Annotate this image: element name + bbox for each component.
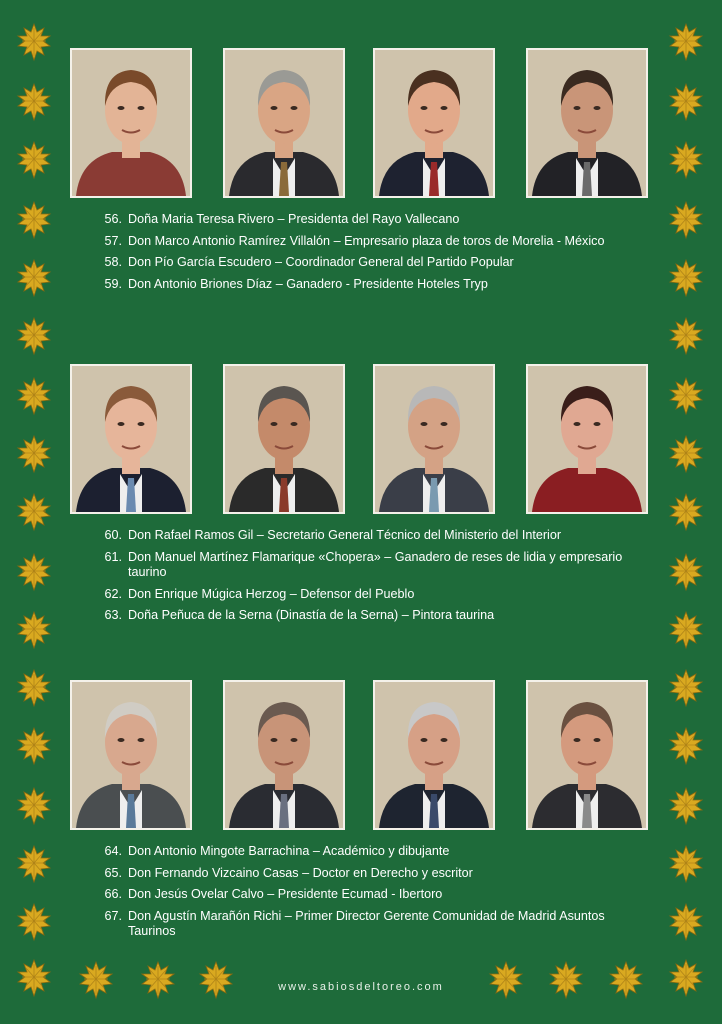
list-item: [70, 550, 650, 581]
item-text: Don Agustín Marañón Richi – Primer Director Gerente Comunidad de Madrid Asuntos Taurinos: [128, 908, 605, 938]
portrait-66-photo: [373, 680, 495, 830]
item-text: Don Marco Antonio Ramírez Villalón – Empresario plaza de toros de Morelia - México: [128, 233, 605, 248]
maple-leaf-icon: [666, 902, 706, 942]
maple-leaf-icon: [486, 960, 526, 1000]
item-number: 66.: [104, 887, 122, 901]
item-number: 67.: [104, 908, 122, 923]
maple-leaf-icon: [666, 316, 706, 356]
item-text: Don Jesús Ovelar Calvo – Presidente Ecumad - Ibertoro: [128, 887, 443, 901]
maple-leaf-icon: [666, 22, 706, 62]
list-item: [70, 866, 650, 882]
maple-leaf-icon: [14, 140, 54, 180]
maple-leaf-icon: [666, 552, 706, 592]
list-item: [70, 587, 650, 603]
list-item: [70, 212, 650, 228]
maple-leaf-icon: [14, 902, 54, 942]
maple-leaf-icon: [14, 492, 54, 532]
portrait-60-photo: [70, 364, 192, 514]
photo-row: [70, 680, 650, 832]
portrait-67-photo: [526, 680, 648, 830]
photo-row: [70, 364, 650, 516]
maple-leaf-icon: [196, 960, 236, 1000]
portrait-61-photo: [223, 364, 345, 514]
photo-row: [70, 48, 650, 200]
list-item: [70, 528, 650, 544]
portrait-57-photo: [223, 48, 345, 198]
maple-leaf-icon: [14, 22, 54, 62]
maple-leaf-icon: [14, 844, 54, 884]
list-item: [70, 909, 650, 940]
item-text: Doña Maria Teresa Rivero – Presidenta del Rayo Vallecano: [128, 212, 460, 226]
maple-leaf-icon: [606, 960, 646, 1000]
item-text: Don Manuel Martínez Flamarique «Chopera» – Ganadero de reses de lidia y empresario taurino: [128, 549, 623, 579]
maple-leaf-icon: [666, 82, 706, 122]
maple-leaf-icon: [666, 786, 706, 826]
item-number: 58.: [104, 255, 122, 269]
portrait-62-photo: [373, 364, 495, 514]
maple-leaf-icon: [546, 960, 586, 1000]
maple-leaf-icon: [14, 786, 54, 826]
maple-leaf-icon: [14, 316, 54, 356]
list-item: [70, 887, 650, 903]
maple-leaf-icon: [666, 200, 706, 240]
maple-leaf-icon: [666, 610, 706, 650]
maple-leaf-icon: [76, 960, 116, 1000]
portrait-63-photo: [526, 364, 648, 514]
portrait-group-1: [70, 48, 650, 298]
portrait-56-photo: [70, 48, 192, 198]
item-text: Doña Peñuca de la Serna (Dinastía de la Serna) – Pintora taurina: [128, 608, 495, 622]
maple-leaf-icon: [666, 844, 706, 884]
maple-leaf-icon: [14, 726, 54, 766]
list-item: [70, 255, 650, 271]
maple-leaf-icon: [666, 492, 706, 532]
item-text: Don Antonio Briones Díaz – Ganadero - Presidente Hoteles Tryp: [128, 276, 488, 291]
portrait-group-2: [70, 364, 650, 630]
list-item: [70, 608, 650, 624]
item-number: 57.: [104, 233, 122, 248]
maple-leaf-icon: [666, 140, 706, 180]
maple-leaf-icon: [14, 610, 54, 650]
maple-leaf-icon: [14, 668, 54, 708]
name-list: [70, 212, 650, 292]
maple-leaf-icon: [666, 376, 706, 416]
maple-leaf-icon: [666, 726, 706, 766]
portrait-group-3: [70, 680, 650, 946]
name-list: [70, 844, 650, 940]
maple-leaf-icon: [666, 434, 706, 474]
portrait-58-photo: [373, 48, 495, 198]
maple-leaf-icon: [14, 258, 54, 298]
maple-leaf-icon: [14, 552, 54, 592]
item-number: 56.: [104, 212, 122, 226]
item-text: Don Fernando Vizcaino Casas – Doctor en Derecho y escritor: [128, 865, 473, 880]
portrait-65-photo: [223, 680, 345, 830]
maple-leaf-icon: [14, 434, 54, 474]
list-item: [70, 234, 650, 250]
portrait-59-photo: [526, 48, 648, 198]
item-number: 63.: [104, 608, 122, 622]
item-number: 61.: [104, 549, 122, 564]
item-text: Don Enrique Múgica Herzog – Defensor del Pueblo: [128, 586, 415, 601]
website-url: www.sabiosdeltoreo.com: [278, 981, 444, 993]
list-item: [70, 277, 650, 293]
item-number: 64.: [104, 844, 122, 858]
maple-leaf-icon: [666, 258, 706, 298]
item-text: Don Pío García Escudero – Coordinador General del Partido Popular: [128, 255, 514, 269]
item-number: 65.: [104, 865, 122, 880]
item-number: 62.: [104, 586, 122, 601]
maple-leaf-icon: [14, 200, 54, 240]
maple-leaf-icon: [138, 960, 178, 1000]
item-text: Don Antonio Mingote Barrachina – Académico y dibujante: [128, 844, 450, 858]
item-number: 60.: [104, 528, 122, 542]
item-number: 59.: [104, 276, 122, 291]
maple-leaf-icon: [14, 82, 54, 122]
portrait-64-photo: [70, 680, 192, 830]
item-text: Don Rafael Ramos Gil – Secretario General Técnico del Ministerio del Interior: [128, 528, 562, 542]
name-list: [70, 528, 650, 624]
maple-leaf-icon: [666, 668, 706, 708]
maple-leaf-icon: [14, 376, 54, 416]
list-item: [70, 844, 650, 860]
